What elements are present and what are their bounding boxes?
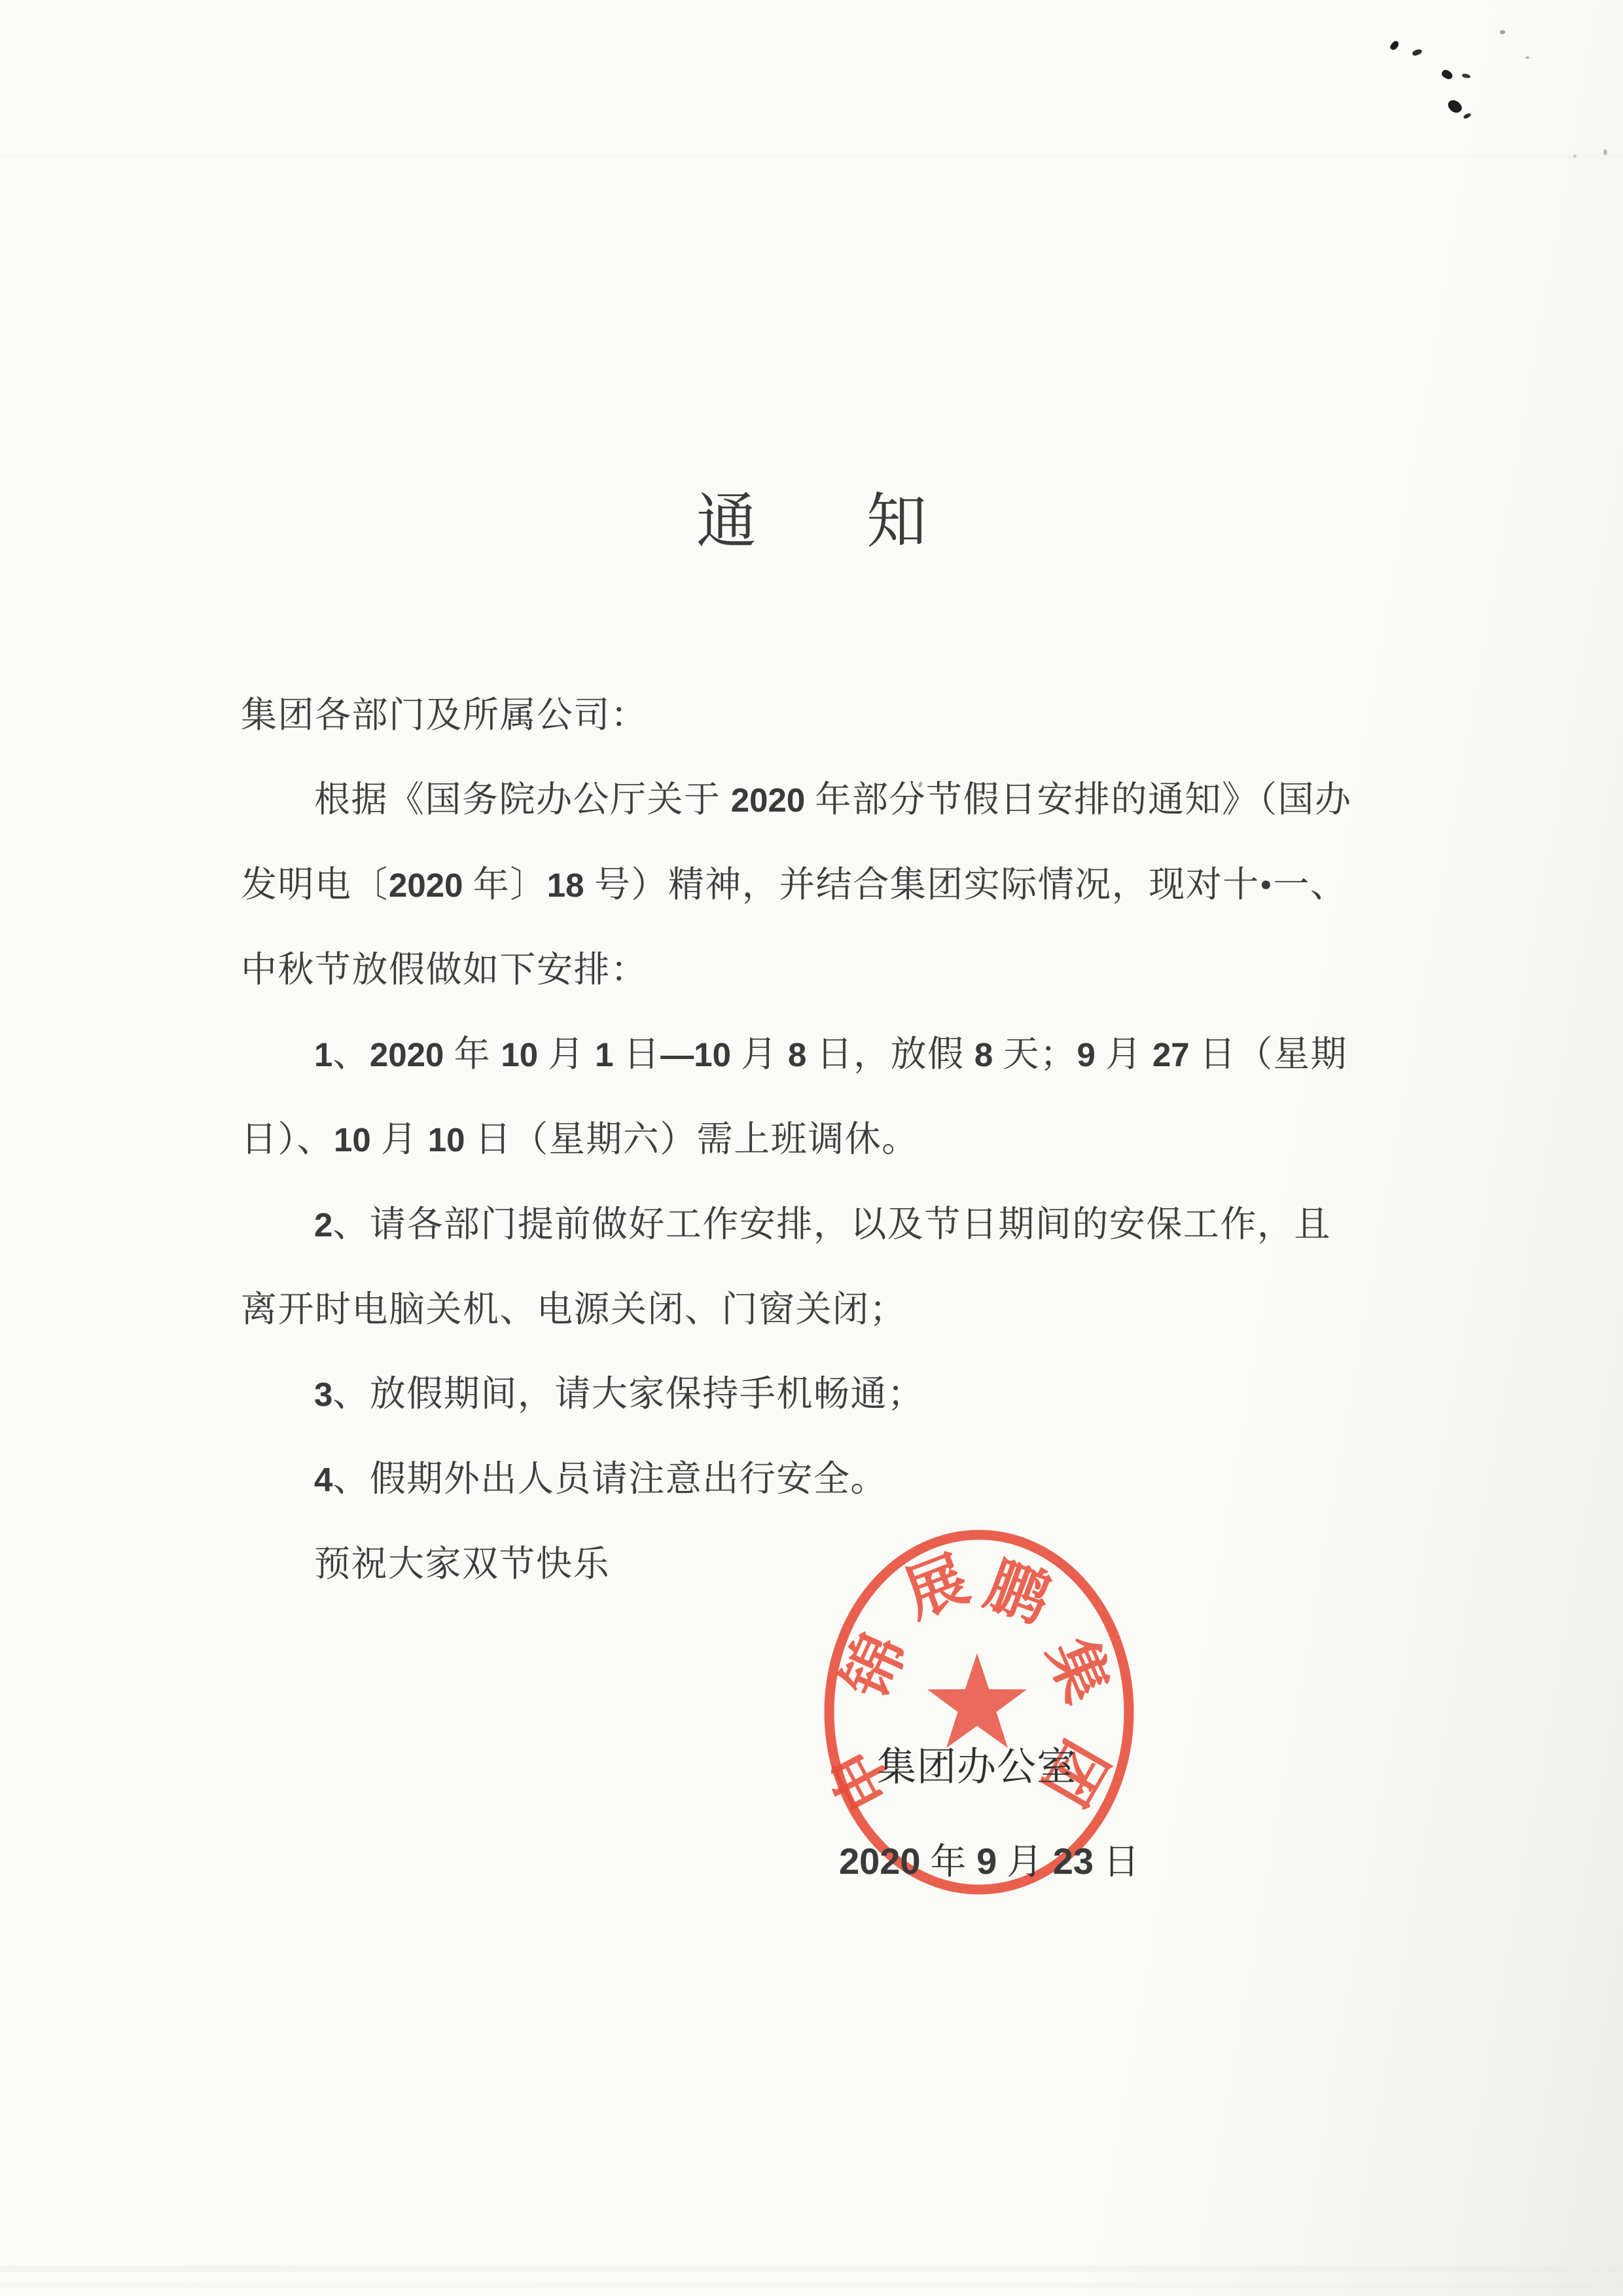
body-line: 2、请各部门提前做好工作安排，以及节日期间的安保工作，且 (314, 1204, 1331, 1244)
body-line: 根据《国务院办公厅关于 2020 年部分节假日安排的通知》（国办 (314, 780, 1352, 819)
ink-speck (1463, 113, 1471, 120)
body-line: 集团各部门及所属公司： (241, 695, 648, 735)
seal-arc-char: 展 (895, 1545, 978, 1631)
notice-title-char: 通 (696, 488, 757, 555)
body-line: 4、假期外出人员请注意出行安全。 (314, 1459, 887, 1499)
ink-speck (1462, 73, 1471, 79)
seal-arc-char: 申 (821, 1736, 906, 1822)
ink-speck (1573, 154, 1577, 158)
notice-title (0, 486, 1623, 558)
scan-streak (0, 154, 1623, 158)
body-line: 离开时电脑关机、电源关闭、门窗关闭； (241, 1289, 907, 1329)
notice-title-char: 知 (866, 488, 927, 555)
ink-speck (1446, 98, 1463, 116)
seal-arc-char: 集 (1034, 1628, 1122, 1712)
body-line: 预祝大家双节快乐 (314, 1544, 611, 1584)
star-icon (927, 1653, 1027, 1748)
body-line: 发明电〔2020 年〕18 号）精神，并结合集团实际情况，现对十•一、 (241, 865, 1347, 905)
ink-speck (1500, 30, 1505, 34)
scan-streak (0, 2283, 1623, 2288)
ink-speck (1412, 48, 1423, 57)
body-line: 3、放假期间，请大家保持手机畅通； (314, 1374, 925, 1414)
signature-date: 2020 年 9 月 23 日 (839, 1840, 1140, 1882)
ink-speck (1440, 69, 1454, 81)
notice-body (241, 673, 1386, 1606)
ink-speck (1603, 149, 1607, 155)
signature-office: 集团办公室 (877, 1746, 1077, 1789)
ink-speck (1525, 56, 1529, 59)
body-line: 1、2020 年 10 月 1 日—10 月 8 日，放假 8 天；9 月 27 日（星期 (314, 1034, 1347, 1074)
seal-arc-char: 鹏 (977, 1551, 1058, 1636)
seal-arc-char: 锦 (831, 1624, 919, 1709)
ink-speck (1389, 40, 1400, 52)
body-line: 中秋节放假做如下安排： (241, 950, 648, 990)
scan-streak (0, 2266, 1623, 2272)
seal-arc-char: 团 (1029, 1729, 1119, 1816)
body-line: 日）、10 月 10 日（星期六）需上班调休。 (241, 1119, 919, 1159)
